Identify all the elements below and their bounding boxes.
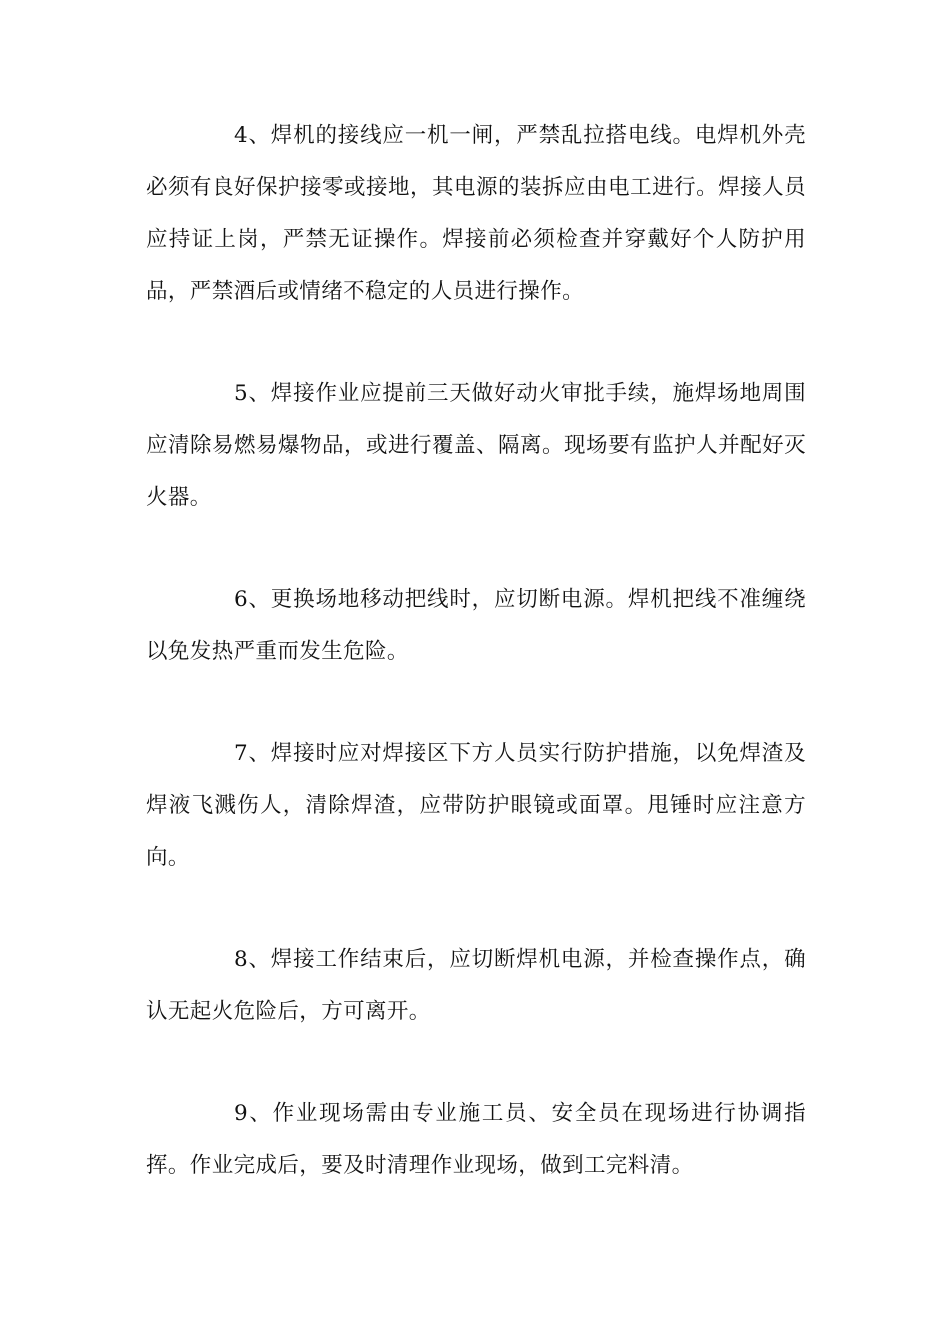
paragraph-item-9: 9、作业现场需由专业施工员、安全员在现场进行协调指挥。作业完成后，要及时清理作业现场，做到工完料清。 [146,1101,806,1178]
paragraph-item-6: 6、更换场地移动把线时，应切断电源。焊机把线不准缠绕以免发热严重而发生危险。 [146,587,806,664]
document-page [146,110,806,1242]
paragraph-item-8: 8、焊接工作结束后，应切断焊机电源，并检查操作点，确认无起火危险后，方可离开。 [146,947,806,1024]
paragraph-item-4: 4、焊机的接线应一机一闸，严禁乱拉搭电线。电焊机外壳必须有良好保护接零或接地，其电源的装拆应由电工进行。焊接人员应持证上岗，严禁无证操作。焊接前必须检查并穿戴好个人防护用品，严禁酒后或情绪不稳定的人员进行操作。 [146,123,806,304]
paragraph-item-5: 5、焊接作业应提前三天做好动火审批手续，施焊场地周围应清除易燃易爆物品，或进行覆盖、隔离。现场要有监护人并配好灭火器。 [146,381,806,510]
paragraph-item-7: 7、焊接时应对焊接区下方人员实行防护措施，以免焊渣及焊液飞溅伤人，清除焊渣，应带防护眼镜或面罩。甩锤时应注意方向。 [146,741,806,870]
